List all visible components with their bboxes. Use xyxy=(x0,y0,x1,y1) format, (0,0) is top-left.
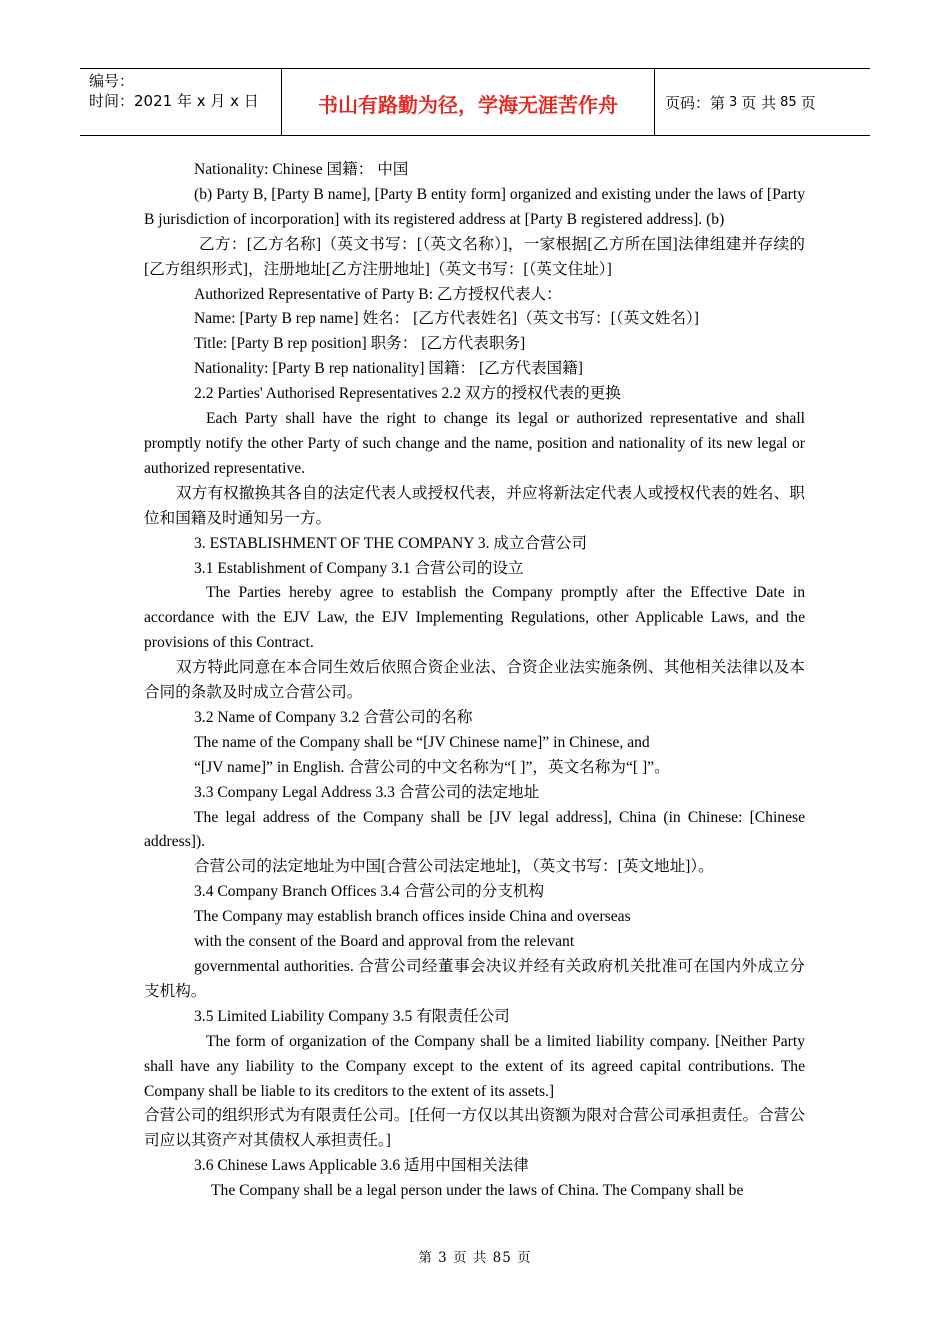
section-heading-3: 3. ESTABLISHMENT OF THE COMPANY 3. 成立合营公司 xyxy=(194,534,587,552)
paragraph-3-4-line-3: governmental authorities. 合营公司经董事会决议并经有关政府机关批准可在国内外成立分支机构。 xyxy=(144,958,805,1000)
paragraph-rep-name: Name: [Party B rep name] 姓名： [乙方代表姓名]（英文书写：[（英文姓名）] xyxy=(194,310,699,328)
paragraph-3-3-zh: 合营公司的法定地址为中国[合营公司法定地址]，（英文书写：[英文地址]）。 xyxy=(194,858,714,876)
header-page-number xyxy=(655,69,870,135)
paragraph-3-6-en: The Company shall be a legal person under the laws of China. The Company shall be xyxy=(211,1182,744,1200)
page-footer: 第 3 页 共 85 页 xyxy=(418,1250,532,1266)
paragraph-2-2-en: Each Party shall have the right to change its legal or authorized representative and shall promptly notify the other Party of such change and the name, position and nationality of its new legal or authorized representative. xyxy=(144,410,805,477)
page-suffix: 页 xyxy=(800,93,816,112)
header-meta xyxy=(80,69,282,135)
page-total: 85 xyxy=(780,94,797,110)
paragraph-3-1-zh: 双方特此同意在本合同生效后依照合资企业法、合资企业法实施条例、其他相关法律以及本合同的条款及时成立合营公司。 xyxy=(144,659,805,702)
section-heading-3-6: 3.6 Chinese Laws Applicable 3.6 适用中国相关法律 xyxy=(194,1157,529,1175)
page-prefix: 页码：第 xyxy=(665,93,726,112)
paragraph-party-b-en: (b) Party B, [Party B name], [Party B entity form] organized and existing under the laws of [Party B jurisdiction of incorporation] with its registered address at [Party B registered address]. (b) xyxy=(144,185,805,228)
document-body xyxy=(144,158,805,1204)
paragraph-party-b-zh: 乙方：[乙方名称]（英文书写：[（英文名称）]，一家根据[乙方所在国]法律组建并存续的[乙方组织形式]，注册地址[乙方注册地址]（英文书写：[（英文住址）] xyxy=(144,235,805,278)
section-heading-3-2: 3.2 Name of Company 3.2 合营公司的名称 xyxy=(194,708,473,726)
section-heading-3-1: 3.1 Establishment of Company 3.1 合营公司的设立 xyxy=(194,559,524,577)
section-heading-3-5: 3.5 Limited Liability Company 3.5 有限责任公司 xyxy=(194,1007,510,1025)
paragraph-3-5-en: The form of organization of the Company shall be a limited liability company. [Neither Party shall have any liability to the Company except to the extent of its agreed capital contributions. The Company shall be liable to its creditors to the extent of its assets.] xyxy=(144,1032,805,1100)
paragraph-2-2-zh: 双方有权撤换其各自的法定代表人或授权代表，并应将新法定代表人或授权代表的姓名、职位和国籍及时通知另一方。 xyxy=(144,484,805,527)
page-header xyxy=(80,68,870,136)
paragraph-nationality-a: Nationality: Chinese 国籍： 中国 xyxy=(194,161,409,178)
document-date: 时间：2021 年 x 月 x 日 xyxy=(89,92,259,110)
paragraph-3-5-zh: 合营公司的组织形式为有限责任公司。[任何一方仅以其出资额为限对合营公司承担责任。合营公司应以其资产对其债权人承担责任。] xyxy=(144,1107,805,1150)
paragraph-3-4-line-1: The Company may establish branch offices inside China and overseas xyxy=(194,908,631,926)
header-motto: 书山有路勤为径，学海无涯苦作舟 xyxy=(282,69,655,135)
paragraph-3-2-en-1: The name of the Company shall be “[JV Chinese name]” in Chinese, and xyxy=(194,733,650,751)
section-heading-3-4: 3.4 Company Branch Offices 3.4 合营公司的分支机构 xyxy=(194,883,545,901)
paragraph-rep-nationality: Nationality: [Party B rep nationality] 国籍： [乙方代表国籍] xyxy=(194,360,583,378)
paragraph-3-1-en: The Parties hereby agree to establish the Company promptly after the Effective Date in accordance with the EJV Law, the EJV Implementing Regulations, other Applicable Laws, and the provisions of this Contract. xyxy=(144,584,805,652)
paragraph-3-4-line-2: with the consent of the Board and approval from the relevant xyxy=(194,933,575,951)
page-current: 3 xyxy=(729,94,738,110)
section-heading-3-3: 3.3 Company Legal Address 3.3 合营公司的法定地址 xyxy=(194,783,540,801)
document-number-label: 编号： xyxy=(89,72,135,90)
paragraph-3-3-en: The legal address of the Company shall be [JV legal address], China (in Chinese: [Chinese address]). xyxy=(144,808,805,851)
paragraph-rep-title: Title: [Party B rep position] 职务： [乙方代表职务] xyxy=(194,335,526,353)
paragraph-rep-heading: Authorized Representative of Party B: 乙方授权代表人： xyxy=(194,285,562,303)
page-middle: 页 共 xyxy=(741,93,777,112)
section-heading-2-2: 2.2 Parties' Authorised Representatives 2.2 双方的授权代表的更换 xyxy=(194,385,621,403)
paragraph-3-2-en-2: “[JV name]” in English. 合营公司的中文名称为“[ ]”，英文名称为“[ ]”。 xyxy=(194,758,670,776)
